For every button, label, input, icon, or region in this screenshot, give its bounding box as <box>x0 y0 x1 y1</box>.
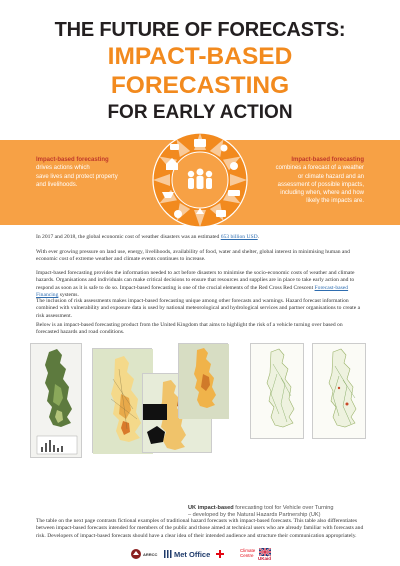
paragraph-cost <box>36 234 366 241</box>
title-line-3: FORECASTING <box>110 72 290 99</box>
title-line-4: FOR EARLY ACTION <box>107 102 293 123</box>
paragraph-text: . <box>257 234 260 240</box>
fbf-link[interactable]: Forecast-based Financing <box>36 284 349 299</box>
map-panel-1 <box>30 343 82 458</box>
caption-text: – developed by the Natural Hazards Partnership (UK) <box>188 512 321 519</box>
map-panel-4 <box>178 343 228 418</box>
callout-right-text: combines a forecast of a weather <box>275 165 364 172</box>
arrcc-label: ARRCC <box>143 551 158 557</box>
forecast-maps <box>30 343 366 458</box>
title-line-2: IMPACT-BASED <box>107 43 293 70</box>
ukaid-label: UKaid <box>258 556 272 561</box>
paragraph-text: systems. <box>58 292 79 299</box>
arrcc-logo <box>130 548 157 560</box>
callout-right-text: assessment of possible impacts, <box>277 181 364 188</box>
paragraph-risk-assessment: The inclusion of risk assessments makes impact-based forecasting unique among other forecasts and warnings. Hazard forecast information combined with vulnerability and exposure data is used by national meteorological and hydrological services and partner organisations to create a risk assessment. <box>36 298 361 319</box>
callout-left-text: drives actions which <box>36 165 90 172</box>
callout-right <box>256 156 364 206</box>
paragraph-text: In 2017 and 2018, the global economic cost of weather disasters was an estimated <box>36 234 221 240</box>
header <box>0 0 400 232</box>
arrcc-icon <box>130 548 142 560</box>
climate-centre-logo <box>240 548 255 558</box>
red-cross-logo <box>216 548 236 560</box>
footer-logos <box>0 548 400 564</box>
callout-right-text: likely the impacts are. <box>306 198 364 205</box>
climate-centre-label: Centre <box>240 553 254 558</box>
met-office-logo <box>163 548 210 560</box>
paragraph-text: Impact-based forecasting provides the information needed to act before disasters to minimise the socio-economic costs of weather and climate hazards. Organisations and individuals can make critical decisions to ensure that resources and supplies are in place to take early action and to respond as soon as it is safe to do so. Impact-based forecasting is one of the crucial elements of the Red Cross Red Crescent <box>36 270 355 291</box>
callout-left-text: and livelihoods. <box>36 181 78 188</box>
paragraph-table-intro: The table on the next page contrasts fictional examples of traditional hazard forecasts with impact-based forecasts. This table also differentiates between impact-based forecasts intended for members of the public and those aimed at technical users who are already familiar with forecasts and risk. Developers of impact-based forecasts should have a clear idea of their intended audience and structure their communication appropriately. <box>36 518 364 539</box>
cost-link[interactable]: 653 billion USD <box>220 234 258 240</box>
callout-left <box>36 156 144 189</box>
paragraph-impact-based <box>36 270 366 300</box>
impact-medallion-icon <box>143 130 257 230</box>
union-flag-icon <box>259 548 271 556</box>
callout-right-text: or climate hazard and an <box>297 173 364 180</box>
caption-text: forecasting tool for Vehicle over Turning <box>233 505 334 511</box>
uk-map-5-icon <box>251 344 305 440</box>
paragraph-uk-product: Below is an impact-based forecasting product from the United Kingdom that aims to highlight the risk of a vehicle turning over based on forecasted hazards and road conditions. <box>36 322 343 336</box>
met-office-icon <box>163 548 173 560</box>
title-line-1: THE FUTURE OF FORECASTS: <box>54 19 346 41</box>
paragraph-pressure: With ever growing pressure on land use, energy, livelihoods, availability of food, water and shelter, global interest in minimising human and economic cost of extreme weather and climate events continues to increase. <box>36 249 350 263</box>
climate-centre-label: Climate <box>240 548 256 553</box>
red-cross-crescent-icon <box>216 548 236 560</box>
met-office-label: Met Office <box>174 549 211 559</box>
callout-right-text: including when, where and how <box>280 190 364 197</box>
map-panel-5 <box>250 343 304 439</box>
uk-map-4-icon <box>179 344 229 419</box>
callout-left-highlight: Impact-based forecasting <box>36 157 109 163</box>
uk-map-1-icon <box>31 344 83 459</box>
callout-left-text: save lives and protect property <box>36 173 118 180</box>
caption-bold: UK impact-based <box>188 505 234 511</box>
map-panel-6 <box>312 343 366 439</box>
uk-map-6-icon <box>313 344 367 440</box>
page-title <box>0 18 400 124</box>
ukaid-logo <box>258 548 271 561</box>
callout-right-highlight: Impact-based forecasting <box>291 157 364 163</box>
